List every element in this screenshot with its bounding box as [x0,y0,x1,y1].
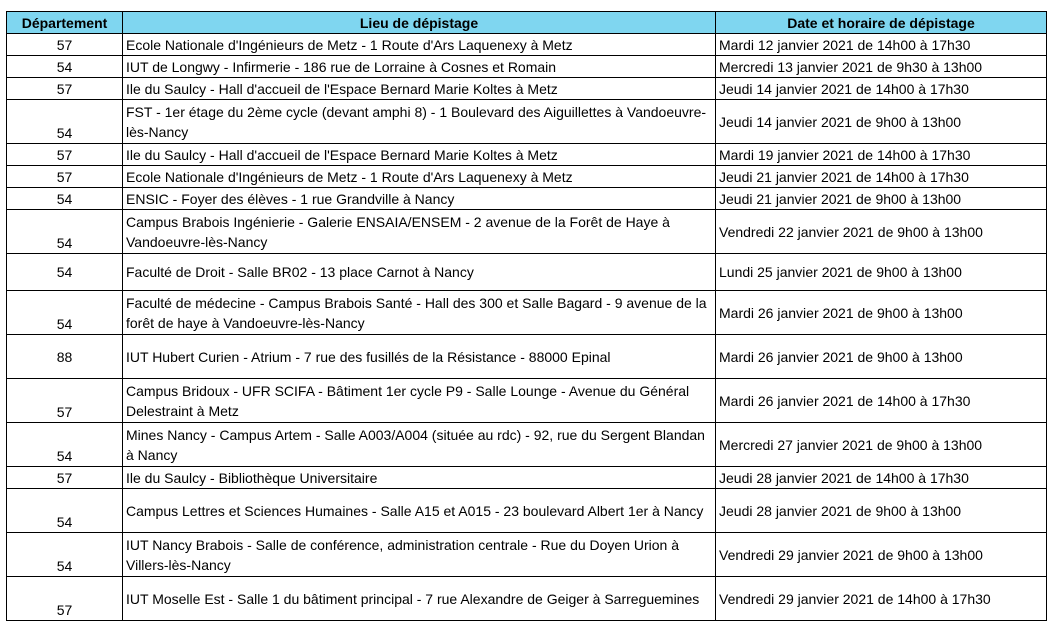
table-row [7,56,1047,78]
departement-cell: 54 [7,489,123,533]
table-row [7,335,1047,379]
table-row [7,467,1047,489]
lieu-cell: IUT Nancy Brabois - Salle de conférence, administration centrale - Rue du Doyen Urion à Villers-lès-Nancy [123,533,716,577]
lieu-cell: Campus Brabois Ingénierie - Galerie ENSAIA/ENSEM - 2 avenue de la Forêt de Haye à Vandoeuvre-lès-Nancy [123,210,716,254]
table-row [7,166,1047,188]
departement-cell: 54 [7,423,123,467]
date-cell: Vendredi 22 janvier 2021 de 9h00 à 13h00 [716,210,1047,254]
departement-cell: 54 [7,291,123,335]
table-row [7,144,1047,166]
departement-cell: 54 [7,56,123,78]
date-cell: Mardi 12 janvier 2021 de 14h00 à 17h30 [716,34,1047,56]
header-date: Date et horaire de dépistage [716,12,1047,34]
date-cell: Mardi 26 janvier 2021 de 14h00 à 17h30 [716,379,1047,423]
departement-cell: 57 [7,467,123,489]
date-cell: Vendredi 29 janvier 2021 de 9h00 à 13h00 [716,533,1047,577]
lieu-cell: FST - 1er étage du 2ème cycle (devant amphi 8) - 1 Boulevard des Aiguillettes à Vandoeuvre-lès-Nancy [123,100,716,144]
lieu-cell: Ecole Nationale d'Ingénieurs de Metz - 1 Route d'Ars Laquenexy à Metz [123,166,716,188]
date-cell: Jeudi 21 janvier 2021 de 9h00 à 13h00 [716,188,1047,210]
lieu-cell: Campus Bridoux - UFR SCIFA - Bâtiment 1er cycle P9 - Salle Lounge - Avenue du Général Delestraint à Metz [123,379,716,423]
table-row [7,188,1047,210]
date-cell: Mardi 26 janvier 2021 de 9h00 à 13h00 [716,335,1047,379]
date-cell: Jeudi 21 janvier 2021 de 14h00 à 17h30 [716,166,1047,188]
date-cell: Mercredi 13 janvier 2021 de 9h30 à 13h00 [716,56,1047,78]
table-row [7,210,1047,254]
lieu-cell: Campus Lettres et Sciences Humaines - Salle A15 et A015 - 23 boulevard Albert 1er à Nancy [123,489,716,533]
lieu-cell: IUT Hubert Curien - Atrium - 7 rue des fusillés de la Résistance - 88000 Epinal [123,335,716,379]
table-row [7,291,1047,335]
header-lieu: Lieu de dépistage [123,12,716,34]
table-row [7,78,1047,100]
lieu-cell: Faculté de médecine - Campus Brabois Santé - Hall des 300 et Salle Bagard - 9 avenue de la forêt de haye à Vandoeuvre-lès-Nancy [123,291,716,335]
departement-cell: 57 [7,34,123,56]
lieu-cell: IUT Moselle Est - Salle 1 du bâtiment principal - 7 rue Alexandre de Geiger à Sarreguemines [123,577,716,621]
date-cell: Jeudi 14 janvier 2021 de 14h00 à 17h30 [716,78,1047,100]
table-row [7,100,1047,144]
date-cell: Vendredi 29 janvier 2021 de 14h00 à 17h30 [716,577,1047,621]
lieu-cell: IUT de Longwy - Infirmerie - 186 rue de Lorraine à Cosnes et Romain [123,56,716,78]
table-row [7,34,1047,56]
lieu-cell: Ile du Saulcy - Hall d'accueil de l'Espace Bernard Marie Koltes à Metz [123,78,716,100]
departement-cell: 88 [7,335,123,379]
departement-cell: 57 [7,166,123,188]
departement-cell: 57 [7,577,123,621]
table-body [7,34,1047,621]
date-cell: Mardi 26 janvier 2021 de 9h00 à 13h00 [716,291,1047,335]
date-cell: Jeudi 28 janvier 2021 de 14h00 à 17h30 [716,467,1047,489]
lieu-cell: Faculté de Droit - Salle BR02 - 13 place Carnot à Nancy [123,254,716,291]
departement-cell: 54 [7,100,123,144]
header-row [7,12,1047,34]
table-row [7,533,1047,577]
lieu-cell: Ile du Saulcy - Bibliothèque Universitaire [123,467,716,489]
date-cell: Mercredi 27 janvier 2021 de 9h00 à 13h00 [716,423,1047,467]
departement-cell: 57 [7,144,123,166]
lieu-cell: Mines Nancy - Campus Artem - Salle A003/A004 (située au rdc) - 92, rue du Sergent Blandan à Nancy [123,423,716,467]
lieu-cell: ENSIC - Foyer des élèves - 1 rue Grandville à Nancy [123,188,716,210]
departement-cell: 57 [7,379,123,423]
date-cell: Lundi 25 janvier 2021 de 9h00 à 13h00 [716,254,1047,291]
table-row [7,254,1047,291]
departement-cell: 54 [7,254,123,291]
lieu-cell: Ecole Nationale d'Ingénieurs de Metz - 1 Route d'Ars Laquenexy à Metz [123,34,716,56]
table-row [7,489,1047,533]
header-departement: Département [7,12,123,34]
table-row [7,577,1047,621]
departement-cell: 54 [7,533,123,577]
lieu-cell: Ile du Saulcy - Hall d'accueil de l'Espace Bernard Marie Koltes à Metz [123,144,716,166]
departement-cell: 54 [7,210,123,254]
date-cell: Jeudi 28 janvier 2021 de 9h00 à 13h00 [716,489,1047,533]
screening-table [6,11,1047,621]
table-row [7,379,1047,423]
date-cell: Jeudi 14 janvier 2021 de 9h00 à 13h00 [716,100,1047,144]
departement-cell: 54 [7,188,123,210]
date-cell: Mardi 19 janvier 2021 de 14h00 à 17h30 [716,144,1047,166]
departement-cell: 57 [7,78,123,100]
table-row [7,423,1047,467]
